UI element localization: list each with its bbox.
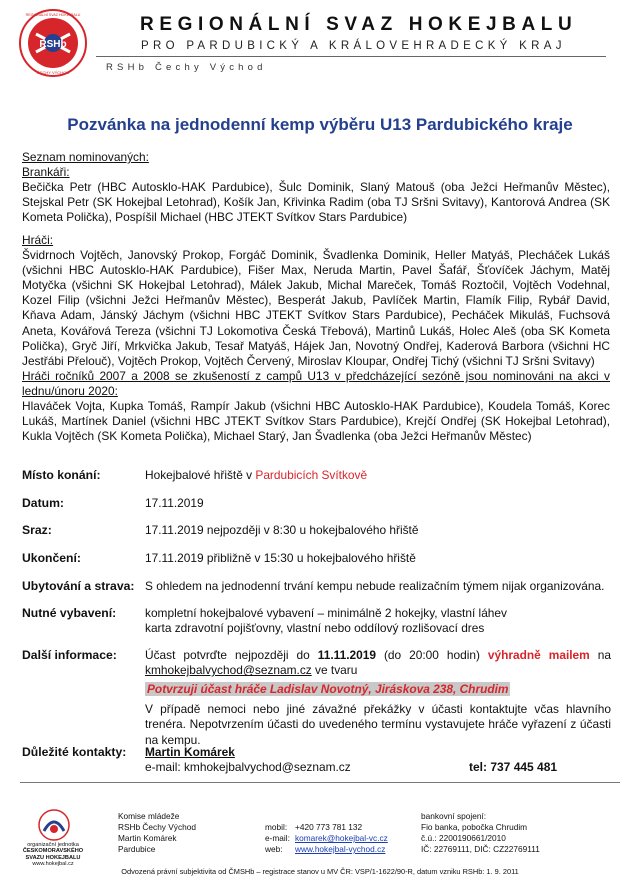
info-text-b: (do 20:00 hodin) xyxy=(383,648,480,662)
experienced-heading: Hráči ročníků 2007 a 2008 se zkušeností z campů U13 v předcházející sezóně jsou nominováni na akci v lednu/únoru 2020: xyxy=(22,369,610,399)
illness-note: V případě nemoci nebo jiné závažné překážky v účasti kontaktujte včas hlavního trenéra. Nepotvrzením účasti do uvedeného termínu vystavujete hráče vyřazení z účasti na kempu. xyxy=(145,702,611,747)
footer-org-line: Komise mládeže xyxy=(118,811,180,821)
footer-logo-caption-line: organizační jednotka xyxy=(27,842,79,848)
contacts-label: Důležité kontakty: xyxy=(22,745,127,759)
email-label: e-mail: xyxy=(265,833,290,843)
org-title: REGIONÁLNÍ SVAZ HOKEJBALU xyxy=(140,14,578,35)
logo-ring-bottom: ČECHY VÝCHOD xyxy=(36,70,70,75)
venue-prefix: Hokejbalové hřiště v xyxy=(145,468,253,482)
footer-web-link[interactable]: www.hokejbal-vychod.cz xyxy=(295,844,386,854)
footer-divider xyxy=(20,782,620,783)
meet-value: 17.11.2019 nejpozději v 8:30 u hokejbalového hřiště xyxy=(145,523,419,537)
info-label: Další informace: xyxy=(22,648,117,662)
footer-contacts xyxy=(265,822,388,855)
footer-org-line: RSHb Čechy Východ xyxy=(118,822,196,832)
equipment-label: Nutné vybavení: xyxy=(22,606,117,620)
equipment-line-1: kompletní hokejbalové vybavení – minimálně 2 hokejky, vlastní láhev xyxy=(145,606,507,620)
equipment-value xyxy=(145,606,611,637)
mobile-label: mobil: xyxy=(265,822,288,832)
company-ids: IČ: 22769111, DIČ: CZ22769111 xyxy=(421,844,540,854)
contact-phone: tel: 737 445 481 xyxy=(469,760,558,774)
info-text-c: výhradně mailem xyxy=(487,648,590,662)
footer-logo-caption-line: SVAZU HOKEJBALU xyxy=(25,854,81,861)
footer-logo-caption-line: www.hokejbal.cz xyxy=(32,861,74,868)
footer-bank xyxy=(421,811,540,855)
footer-org-line: Martin Komárek xyxy=(118,833,177,843)
info-text-e: ve tvaru xyxy=(315,663,358,678)
bank-account: č.ú.: 2200190661/2010 xyxy=(421,833,506,843)
players-block xyxy=(22,233,610,369)
goalies-list: Bečička Petr (HBC Autosklo-HAK Pardubice), Šulc Dominik, Slaný Matouš (oba Ježci Heřmanův Městec), Stejskal Petr (SK Hokejbal Letohrad), Košík Jan, Křivinka Radim (oba TJ Sršni Svitavy), Kantorová Andrea (SK Kometa Polička), Pospíšil Michael (HBC JTEKT Svítkov Stars Pardubice) xyxy=(22,180,610,225)
goalies-heading: Brankáři: xyxy=(22,165,70,180)
date-label: Datum: xyxy=(22,496,64,510)
confirm-template-row xyxy=(145,682,611,697)
bank-heading: bankovní spojení: xyxy=(421,811,487,821)
logo-ring-text: REGIONÁLNÍ SVAZ HOKEJBALU xyxy=(25,13,81,17)
header-divider xyxy=(96,56,606,57)
info-deadline: 11.11.2019 xyxy=(317,648,376,662)
nominations-heading: Seznam nominovaných: xyxy=(22,150,149,164)
nominations-block xyxy=(22,150,610,225)
meet-label: Sraz: xyxy=(22,523,52,537)
lodging-label: Ubytování a strava: xyxy=(22,579,135,593)
bank-name: Fio banka, pobočka Chrudim xyxy=(421,822,528,832)
footer-org-line: Pardubice xyxy=(118,844,156,854)
info-text-a: Účast potvrďte nejpozději do xyxy=(145,648,310,662)
logo-text: RSHb xyxy=(39,39,67,50)
end-value: 17.11.2019 přibližně v 15:30 u hokejbalového hřiště xyxy=(145,551,416,565)
info-value xyxy=(145,648,611,679)
players-list: Švidrnoch Vojtěch, Janovský Prokop, Forgáč Dominik, Švadlenka Dominik, Heller Matyáš, Plecháček Lukáš (všichni HBC Autosklo-HAK Pardubice), Fišer Max, Neruda Martin, Pavel Šafář, Šťovíček Jáchym, Matěj Motyčka (všichni SK Hokejbal Letohrad), Málek Jakub, Michal Mareček, Tomáš Roztočil, Vojtěch Vodehnal, Kozel Filip (všichni Ježci Heřmanův Městec), Besperát Jakub, Pavlíček Martin, Flamík Filip, Rybář David, Kňava Adam, Jánský Jáchym (všichni HBC JTEKT Svítkov Stars Pardubice), Pecháček Mikuláš, Fuchsová Aneta, Kovářová Tereza (všichni TJ Lokomotiva Česká Třebová), Martinů Lukáš, Holec Aleš (oba SK Kometa Polička), Gryč Jiří, Mrkvička Jakub, Tesař Matyáš, Hájek Jan, Novotný Ondřej, Kaderová Barbora (všichni HC Jestřábi Přelouč), Vojtěch Prokop, Vojtěch Červený, Miroslav Kloupar, Ondřej Tichý (všichni TJ Sršni Svitavy) xyxy=(22,248,610,368)
venue-value xyxy=(145,468,611,483)
org-short-name: RSHb Čechy Východ xyxy=(106,62,267,73)
footer-email-link[interactable]: komarek@hokejbal-vc.cz xyxy=(295,833,388,843)
contact-email: e-mail: kmhokejbalvychod@seznam.cz xyxy=(145,760,351,775)
mobile-value: +420 773 781 132 xyxy=(295,822,363,832)
players-heading: Hráči: xyxy=(22,233,54,247)
rshb-logo xyxy=(18,8,88,78)
footer-legal: Odvozená právní subjektivita od ČMSHb – registrace stanov u MV ČR: VSP/1-1622/90-R, datum vzniku RSHb: 1. 9. 2011 xyxy=(121,867,519,876)
info-email-link[interactable]: kmhokejbalvychod@seznam.cz xyxy=(145,663,312,678)
equipment-line-2: karta zdravotní pojišťovny, vlastní nebo oddílový rozlišovací dres xyxy=(145,621,485,636)
document-title: Pozvánka na jednodenní kemp výběru U13 Pardubického kraje xyxy=(67,115,573,134)
cmshb-logo-icon xyxy=(38,809,70,841)
info-text-d: na xyxy=(597,648,611,662)
org-subtitle: PRO PARDUBICKÝ A KRÁLOVEHRADECKÝ KRAJ xyxy=(141,40,566,52)
footer-logo-caption-line: ČESKOMORAVSKÉHO xyxy=(22,848,84,855)
venue-label: Místo konání: xyxy=(22,468,101,482)
experienced-block xyxy=(22,369,610,444)
end-label: Ukončení: xyxy=(22,551,81,565)
footer-logo-caption xyxy=(22,842,84,868)
confirm-template: Potvrzuji účast hráče Ladislav Novotný, Jiráskova 238, Chrudim xyxy=(147,682,509,696)
contact-name: Martin Komárek xyxy=(145,745,235,759)
footer-org xyxy=(118,811,196,855)
experienced-list: Hlaváček Vojta, Kupka Tomáš, Rampír Jakub (všichni HBC Autosklo-HAK Pardubice), Koudela Tomáš, Korec Lukáš, Martínek Daniel (všichni HBC JTEKT Svítkov Stars Pardubice), Krejčí Ondřej (SK Hokejbal Letohrad), Kukla Vojtěch (SK Kometa Polička), Michael Starý, Jan Švadlenka (oba Ježci Heřmanův Městec) xyxy=(22,399,610,444)
venue-place: Pardubicích Svítkově xyxy=(255,468,368,482)
lodging-value: S ohledem na jednodenní trvání kempu nebude realizačním týmem nijak organizována. xyxy=(145,579,605,593)
date-value: 17.11.2019 xyxy=(145,496,204,510)
web-label: web: xyxy=(265,844,283,854)
